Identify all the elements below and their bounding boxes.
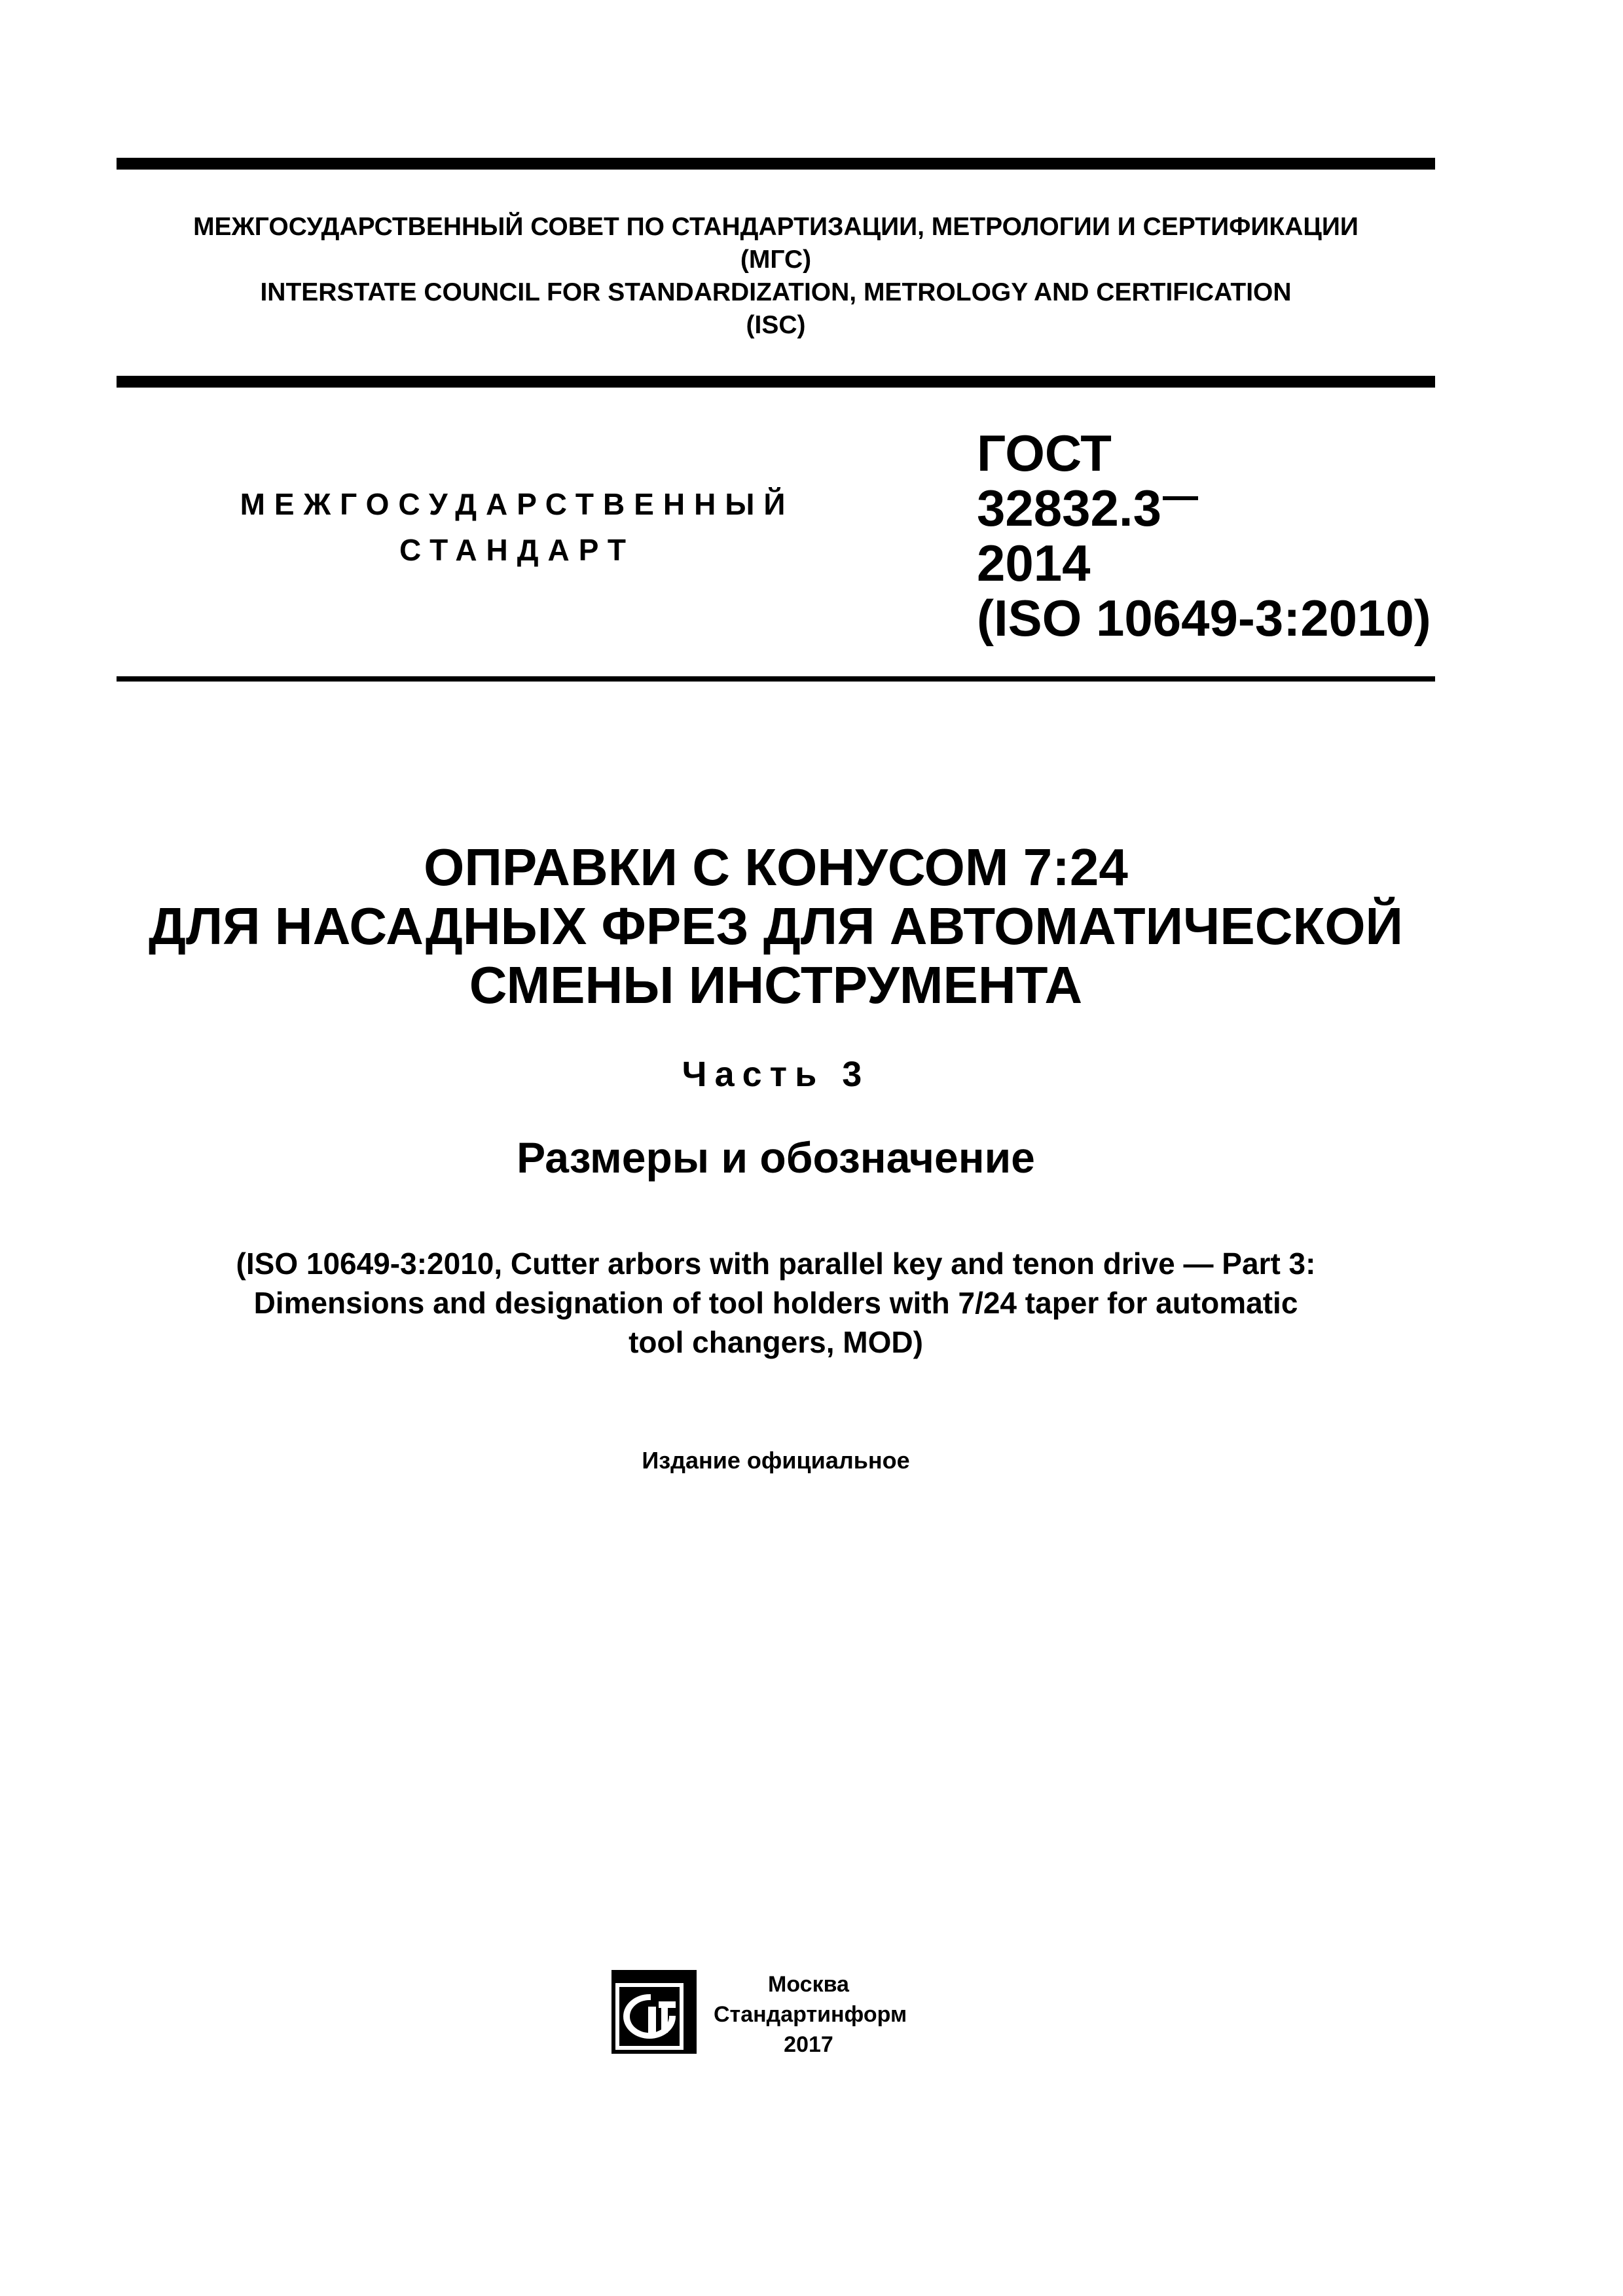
document-title (117, 838, 1435, 1015)
iso-reference (117, 1244, 1435, 1362)
publisher-year: 2017 (784, 2032, 833, 2057)
title-line1: ОПРАВКИ С КОНУСОМ 7:24 (424, 838, 1128, 896)
title-line2: ДЛЯ НАСАДНЫХ ФРЕЗ ДЛЯ АВТОМАТИЧЕСКОЙ (148, 897, 1404, 955)
part-number: Часть 3 (682, 1055, 870, 1094)
designation-prefix: ГОСТ (977, 424, 1112, 482)
council-header (117, 211, 1435, 342)
council-name-en: INTERSTATE COUNCIL FOR STANDARDIZATION, METROLOGY AND CERTIFICATION (260, 278, 1292, 306)
designation-number-line (977, 481, 1431, 536)
standard-type-line1: МЕЖГОСУДАРСТВЕННЫЙ (240, 487, 795, 521)
council-abbr-en: (ISC) (746, 311, 806, 339)
publisher-name: Стандартинформ (714, 2002, 907, 2027)
publisher-block (714, 1969, 907, 2060)
designation-bottom-rule (117, 676, 1435, 682)
iso-reference-line2: Dimensions and designation of tool holders with 7/24 taper for automatic (253, 1286, 1298, 1320)
title-line3: СМЕНЫ ИНСТРУМЕНТА (469, 956, 1083, 1014)
standard-type-label (196, 481, 838, 573)
top-rule (117, 158, 1435, 170)
standartinform-logo-icon (608, 1967, 699, 2059)
council-bottom-rule (117, 376, 1435, 388)
designation-dash (1163, 496, 1198, 500)
designation-number: 32832.3 (977, 479, 1161, 537)
document-subtitle: Размеры и обозначение (517, 1133, 1035, 1182)
edition-label: Издание официальное (642, 1447, 910, 1474)
standard-designation (977, 426, 1431, 646)
iso-reference-line3: tool changers, MOD) (629, 1325, 923, 1359)
publisher-city: Москва (768, 1972, 849, 1997)
council-name-ru: МЕЖГОСУДАРСТВЕННЫЙ СОВЕТ ПО СТАНДАРТИЗАЦИИ, МЕТРОЛОГИИ И СЕРТИФИКАЦИИ (193, 213, 1359, 241)
designation-year: 2014 (977, 534, 1091, 592)
standard-type-line2: СТАНДАРТ (399, 533, 635, 567)
iso-reference-line1: (ISO 10649-3:2010, Cutter arbors with parallel key and tenon drive — Part 3: (236, 1247, 1316, 1281)
council-abbr-ru: (МГС) (740, 246, 812, 274)
designation-iso: (ISO 10649-3:2010) (977, 589, 1431, 647)
